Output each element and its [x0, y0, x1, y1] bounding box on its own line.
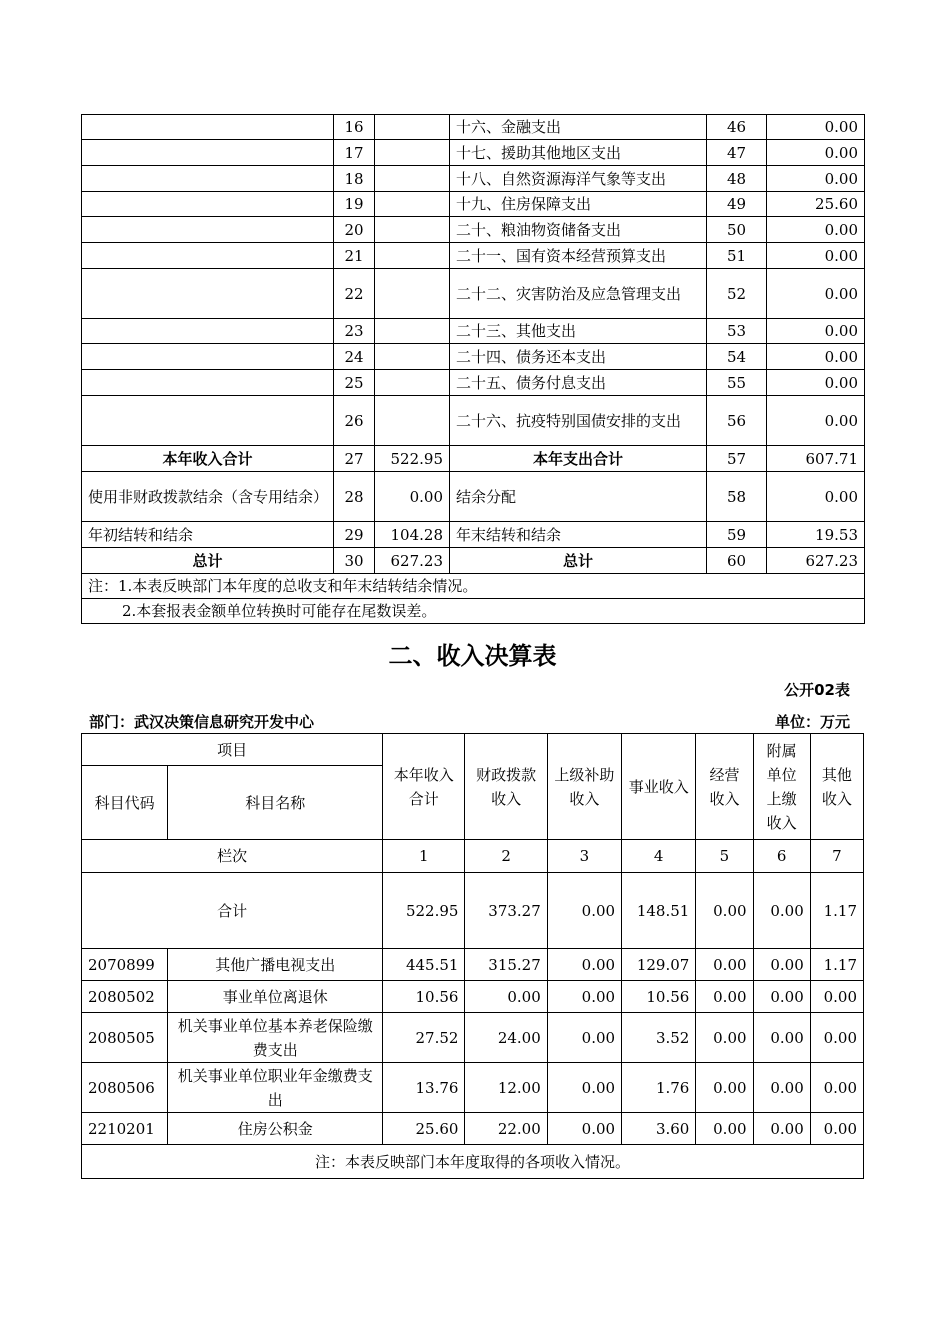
right-label: 二十二、灾害防治及应急管理支出 [450, 269, 707, 319]
header-code: 科目代码 [82, 766, 168, 840]
right-amount: 19.53 [767, 522, 865, 548]
left-label: 总计 [82, 548, 334, 574]
income-value: 3.60 [622, 1113, 696, 1145]
right-label: 十七、援助其他地区支出 [450, 140, 707, 166]
right-amount: 0.00 [767, 396, 865, 446]
col-num: 7 [810, 840, 863, 873]
table-row [82, 1013, 864, 1063]
income-value: 0.00 [753, 1063, 810, 1113]
left-amount [375, 166, 450, 192]
income-value: 10.56 [383, 981, 465, 1013]
col-num: 6 [753, 840, 810, 873]
left-label [82, 217, 334, 243]
left-amount [375, 370, 450, 396]
income-value: 0.00 [696, 1013, 753, 1063]
right-label: 十九、住房保障支出 [450, 192, 707, 217]
right-line-number: 54 [707, 344, 767, 370]
subject-name: 其他广播电视支出 [168, 949, 383, 981]
table-row [82, 472, 865, 522]
right-amount: 0.00 [767, 140, 865, 166]
left-line-number: 16 [334, 115, 375, 140]
right-amount: 607.71 [767, 446, 865, 472]
left-line-number: 30 [334, 548, 375, 574]
total-label: 合计 [82, 873, 383, 949]
right-amount: 0.00 [767, 344, 865, 370]
total-value: 373.27 [465, 873, 547, 949]
header-col-7: 其他收入 [810, 734, 863, 840]
left-amount [375, 217, 450, 243]
right-line-number: 46 [707, 115, 767, 140]
left-line-number: 22 [334, 269, 375, 319]
income-note: 注：本表反映部门本年度取得的各项收入情况。 [82, 1145, 864, 1179]
header-col-6: 附属单位上缴收入 [753, 734, 810, 840]
income-value: 445.51 [383, 949, 465, 981]
income-value: 0.00 [753, 981, 810, 1013]
income-value: 22.00 [465, 1113, 547, 1145]
income-value: 13.76 [383, 1063, 465, 1113]
col-num: 3 [547, 840, 621, 873]
table-row [82, 344, 865, 370]
table-row [82, 140, 865, 166]
right-label: 二十六、抗疫特别国债安排的支出 [450, 396, 707, 446]
income-value: 0.00 [810, 1063, 863, 1113]
header-project: 项目 [82, 734, 383, 766]
right-line-number: 47 [707, 140, 767, 166]
left-label: 本年收入合计 [82, 446, 334, 472]
table-row [82, 949, 864, 981]
right-label: 二十一、国有资本经营预算支出 [450, 243, 707, 269]
income-value: 0.00 [753, 1013, 810, 1063]
income-value: 129.07 [622, 949, 696, 981]
table-row [82, 192, 865, 217]
income-value: 1.17 [810, 949, 863, 981]
header-col-5: 经营收入 [696, 734, 753, 840]
left-line-number: 19 [334, 192, 375, 217]
department-label: 部门：武汉决策信息研究开发中心 [89, 713, 315, 731]
left-line-number: 18 [334, 166, 375, 192]
left-label [82, 192, 334, 217]
left-label [82, 269, 334, 319]
col-num: 4 [622, 840, 696, 873]
col-num: 1 [383, 840, 465, 873]
right-line-number: 52 [707, 269, 767, 319]
summary-table-body [82, 115, 865, 624]
income-value: 0.00 [810, 1113, 863, 1145]
total-value: 522.95 [383, 873, 465, 949]
income-value: 0.00 [753, 949, 810, 981]
income-value: 25.60 [383, 1113, 465, 1145]
unit-label: 单位：万元 [774, 713, 850, 731]
left-line-number: 17 [334, 140, 375, 166]
right-line-number: 60 [707, 548, 767, 574]
income-value: 0.00 [547, 1013, 621, 1063]
right-label: 二十四、债务还本支出 [450, 344, 707, 370]
header-row-1 [82, 734, 864, 766]
table-row [82, 396, 865, 446]
income-value: 10.56 [622, 981, 696, 1013]
header-col-2: 财政拨款收入 [465, 734, 547, 840]
table-row [82, 243, 865, 269]
left-amount [375, 269, 450, 319]
income-value: 0.00 [465, 981, 547, 1013]
left-amount [375, 319, 450, 344]
subject-name: 住房公积金 [168, 1113, 383, 1145]
right-amount: 25.60 [767, 192, 865, 217]
left-amount [375, 243, 450, 269]
table-row [82, 115, 865, 140]
income-value: 0.00 [810, 1013, 863, 1063]
left-label [82, 243, 334, 269]
income-value: 0.00 [696, 1063, 753, 1113]
table-row [82, 1063, 864, 1113]
table-row [82, 166, 865, 192]
income-value: 1.76 [622, 1063, 696, 1113]
left-label [82, 140, 334, 166]
section-title: 二、收入决算表 [388, 642, 557, 670]
col-num: 2 [465, 840, 547, 873]
right-line-number: 53 [707, 319, 767, 344]
table-row [82, 548, 865, 574]
total-value: 0.00 [696, 873, 753, 949]
left-label [82, 344, 334, 370]
left-line-number: 29 [334, 522, 375, 548]
right-amount: 0.00 [767, 115, 865, 140]
subject-code: 2080505 [82, 1013, 168, 1063]
right-label: 二十三、其他支出 [450, 319, 707, 344]
total-value: 1.17 [810, 873, 863, 949]
col-num: 5 [696, 840, 753, 873]
left-line-number: 23 [334, 319, 375, 344]
note-row [82, 574, 865, 599]
left-amount [375, 344, 450, 370]
left-amount: 522.95 [375, 446, 450, 472]
form-number: 公开02表 [784, 681, 850, 699]
table-row [82, 370, 865, 396]
right-amount: 0.00 [767, 269, 865, 319]
left-line-number: 26 [334, 396, 375, 446]
note-2: 2.本套报表金额单位转换时可能存在尾数误差。 [82, 599, 865, 624]
left-amount: 627.23 [375, 548, 450, 574]
header-col-1: 本年收入合计 [383, 734, 465, 840]
right-amount: 627.23 [767, 548, 865, 574]
right-amount: 0.00 [767, 370, 865, 396]
left-amount: 0.00 [375, 472, 450, 522]
header-col-3: 上级补助收入 [547, 734, 621, 840]
header-name: 科目名称 [168, 766, 383, 840]
total-value: 0.00 [753, 873, 810, 949]
right-label: 十六、金融支出 [450, 115, 707, 140]
right-line-number: 56 [707, 396, 767, 446]
income-value: 0.00 [810, 981, 863, 1013]
total-row [82, 873, 864, 949]
subject-code: 2070899 [82, 949, 168, 981]
right-label: 二十、粮油物资储备支出 [450, 217, 707, 243]
right-label: 十八、自然资源海洋气象等支出 [450, 166, 707, 192]
right-line-number: 50 [707, 217, 767, 243]
right-line-number: 59 [707, 522, 767, 548]
right-line-number: 57 [707, 446, 767, 472]
subject-code: 2080502 [82, 981, 168, 1013]
income-value: 3.52 [622, 1013, 696, 1063]
total-value: 0.00 [547, 873, 621, 949]
right-line-number: 48 [707, 166, 767, 192]
right-label: 本年支出合计 [450, 446, 707, 472]
left-label [82, 370, 334, 396]
table-row [82, 269, 865, 319]
lanci-label: 栏次 [82, 840, 383, 873]
note-row [82, 599, 865, 624]
left-amount: 104.28 [375, 522, 450, 548]
left-line-number: 21 [334, 243, 375, 269]
left-line-number: 27 [334, 446, 375, 472]
left-label [82, 166, 334, 192]
table-row [82, 1113, 864, 1145]
left-amount [375, 396, 450, 446]
income-value: 0.00 [547, 1113, 621, 1145]
income-value: 27.52 [383, 1013, 465, 1063]
left-label: 年初结转和结余 [82, 522, 334, 548]
right-label: 二十五、债务付息支出 [450, 370, 707, 396]
table-row [82, 522, 865, 548]
table-row [82, 217, 865, 243]
right-label: 年末结转和结余 [450, 522, 707, 548]
left-label [82, 319, 334, 344]
subject-name: 事业单位离退休 [168, 981, 383, 1013]
income-value: 0.00 [547, 981, 621, 1013]
left-line-number: 20 [334, 217, 375, 243]
subject-code: 2080506 [82, 1063, 168, 1113]
table-row [82, 446, 865, 472]
income-value: 315.27 [465, 949, 547, 981]
subject-code: 2210201 [82, 1113, 168, 1145]
income-table [81, 733, 864, 1179]
right-amount: 0.00 [767, 217, 865, 243]
income-value: 24.00 [465, 1013, 547, 1063]
income-value: 0.00 [696, 949, 753, 981]
left-label [82, 396, 334, 446]
right-amount: 0.00 [767, 243, 865, 269]
income-value: 0.00 [547, 949, 621, 981]
left-amount [375, 140, 450, 166]
income-value: 0.00 [753, 1113, 810, 1145]
left-label: 使用非财政拨款结余（含专用结余） [82, 472, 334, 522]
summary-table [81, 114, 865, 624]
right-amount: 0.00 [767, 319, 865, 344]
column-number-row [82, 840, 864, 873]
total-value: 148.51 [622, 873, 696, 949]
table-row [82, 981, 864, 1013]
income-table-body [82, 949, 864, 1145]
right-label: 总计 [450, 548, 707, 574]
income-value: 0.00 [696, 981, 753, 1013]
income-value: 0.00 [547, 1063, 621, 1113]
left-line-number: 28 [334, 472, 375, 522]
income-note-row [82, 1145, 864, 1179]
right-line-number: 55 [707, 370, 767, 396]
income-value: 0.00 [696, 1113, 753, 1145]
left-line-number: 25 [334, 370, 375, 396]
right-line-number: 49 [707, 192, 767, 217]
right-label: 结余分配 [450, 472, 707, 522]
income-value: 12.00 [465, 1063, 547, 1113]
right-line-number: 58 [707, 472, 767, 522]
right-amount: 0.00 [767, 166, 865, 192]
left-amount [375, 192, 450, 217]
left-amount [375, 115, 450, 140]
header-col-4: 事业收入 [622, 734, 696, 840]
right-line-number: 51 [707, 243, 767, 269]
note-1: 注：1.本表反映部门本年度的总收支和年末结转结余情况。 [82, 574, 865, 599]
subject-name: 机关事业单位职业年金缴费支出 [168, 1063, 383, 1113]
table-row [82, 319, 865, 344]
left-line-number: 24 [334, 344, 375, 370]
left-label [82, 115, 334, 140]
subject-name: 机关事业单位基本养老保险缴费支出 [168, 1013, 383, 1063]
right-amount: 0.00 [767, 472, 865, 522]
